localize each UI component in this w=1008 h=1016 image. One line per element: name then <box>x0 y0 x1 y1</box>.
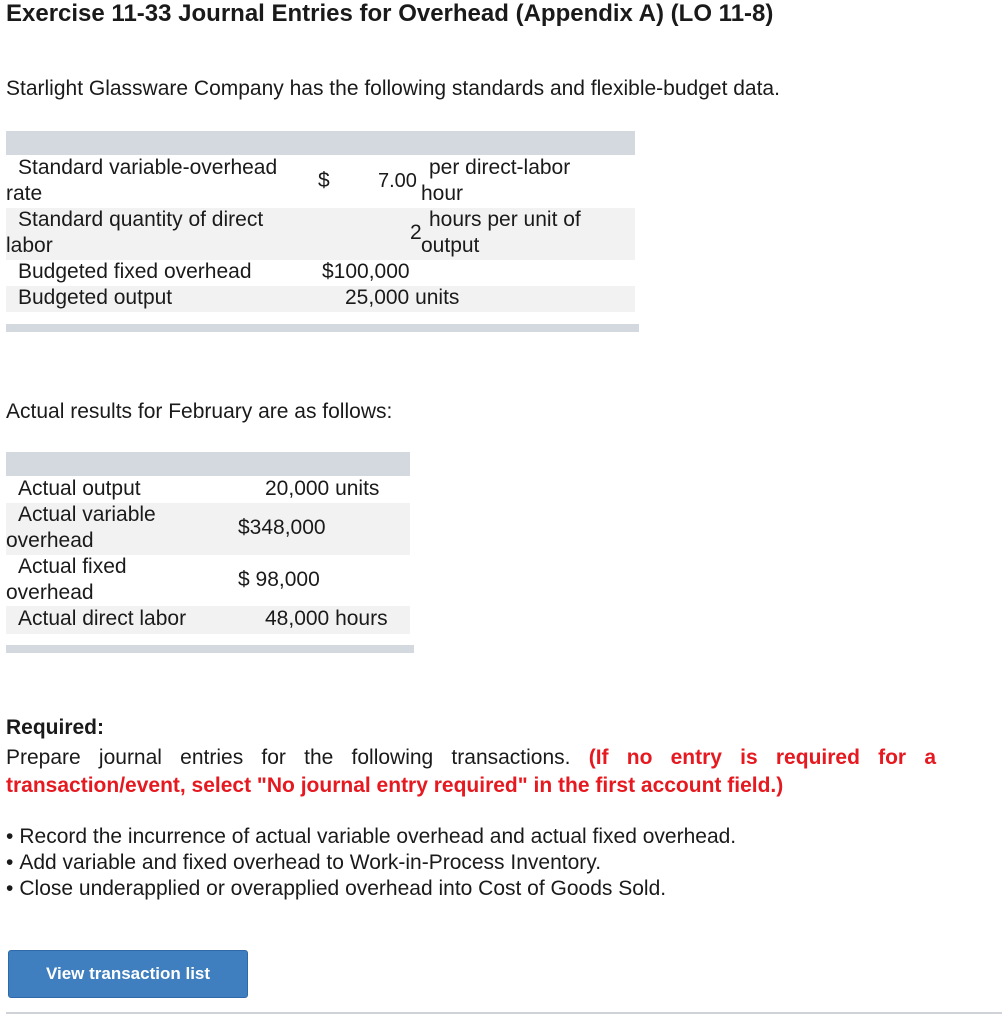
std-qty-labor-label-1: Standard quantity of direct <box>18 208 264 231</box>
actual-results-intro: Actual results for February are as follows: <box>6 400 393 423</box>
budgeted-fixed-oh-value: $100,000 <box>322 260 410 283</box>
actual-var-oh-label-2: overhead <box>6 529 94 552</box>
budgeted-fixed-oh-label: Budgeted fixed overhead <box>18 260 252 283</box>
list-item: • Add variable and fixed overhead to Work-in-Process Inventory. <box>6 850 736 876</box>
actual-direct-labor-value: 48,000 hours <box>265 607 388 630</box>
task-list <box>6 824 736 902</box>
table-header-band <box>6 452 410 476</box>
std-qty-labor-unit-1: hours per unit of <box>429 208 581 231</box>
intro-text: Starlight Glassware Company has the following standards and flexible-budget data. <box>6 77 780 100</box>
list-item: • Record the incurrence of actual variable overhead and actual fixed overhead. <box>6 824 736 850</box>
budgeted-output-label: Budgeted output <box>18 286 173 309</box>
list-item: • Close underapplied or overapplied overhead into Cost of Goods Sold. <box>6 876 736 902</box>
required-instructions <box>6 744 936 800</box>
dollar-sign: $ <box>318 169 330 192</box>
std-var-oh-rate-unit-1: per direct-labor <box>429 156 571 179</box>
std-var-oh-rate-label-2: rate <box>6 182 43 205</box>
view-transaction-list-button[interactable]: View transaction list <box>8 950 248 998</box>
actual-var-oh-label-1: Actual variable <box>18 503 156 526</box>
std-var-oh-rate-unit-2: hour <box>421 182 464 205</box>
divider <box>6 1012 1002 1014</box>
actual-direct-labor-label: Actual direct labor <box>18 607 187 630</box>
actual-var-oh-value: $348,000 <box>238 516 326 539</box>
std-var-oh-rate-value: 7.00 <box>378 170 417 192</box>
budgeted-output-value: 25,000 units <box>345 286 460 309</box>
table-header-band <box>6 131 635 155</box>
actual-output-value: 20,000 units <box>265 477 380 500</box>
required-text: Prepare journal entries for the following transactions. <box>6 746 571 769</box>
std-qty-labor-unit-2: output <box>421 234 480 257</box>
actual-fixed-oh-label-2: overhead <box>6 581 94 604</box>
actual-fixed-oh-value: $ 98,000 <box>238 568 320 591</box>
actual-fixed-oh-label-1: Actual fixed <box>18 555 127 578</box>
page-title: Exercise 11-33 Journal Entries for Overhead (Appendix A) (LO 11-8) <box>6 0 774 27</box>
std-qty-labor-value: 2 <box>410 221 422 244</box>
table-footer-band <box>6 324 639 332</box>
required-note: (If no entry is required for a transaction/event, select "No journal entry required" in the first account field.) <box>6 746 936 797</box>
std-var-oh-rate-label-1: Standard variable-overhead <box>18 156 278 179</box>
table-footer-band <box>6 645 414 653</box>
std-qty-labor-label-2: labor <box>6 234 53 257</box>
required-label: Required: <box>6 716 105 739</box>
actual-output-label: Actual output <box>18 477 141 500</box>
